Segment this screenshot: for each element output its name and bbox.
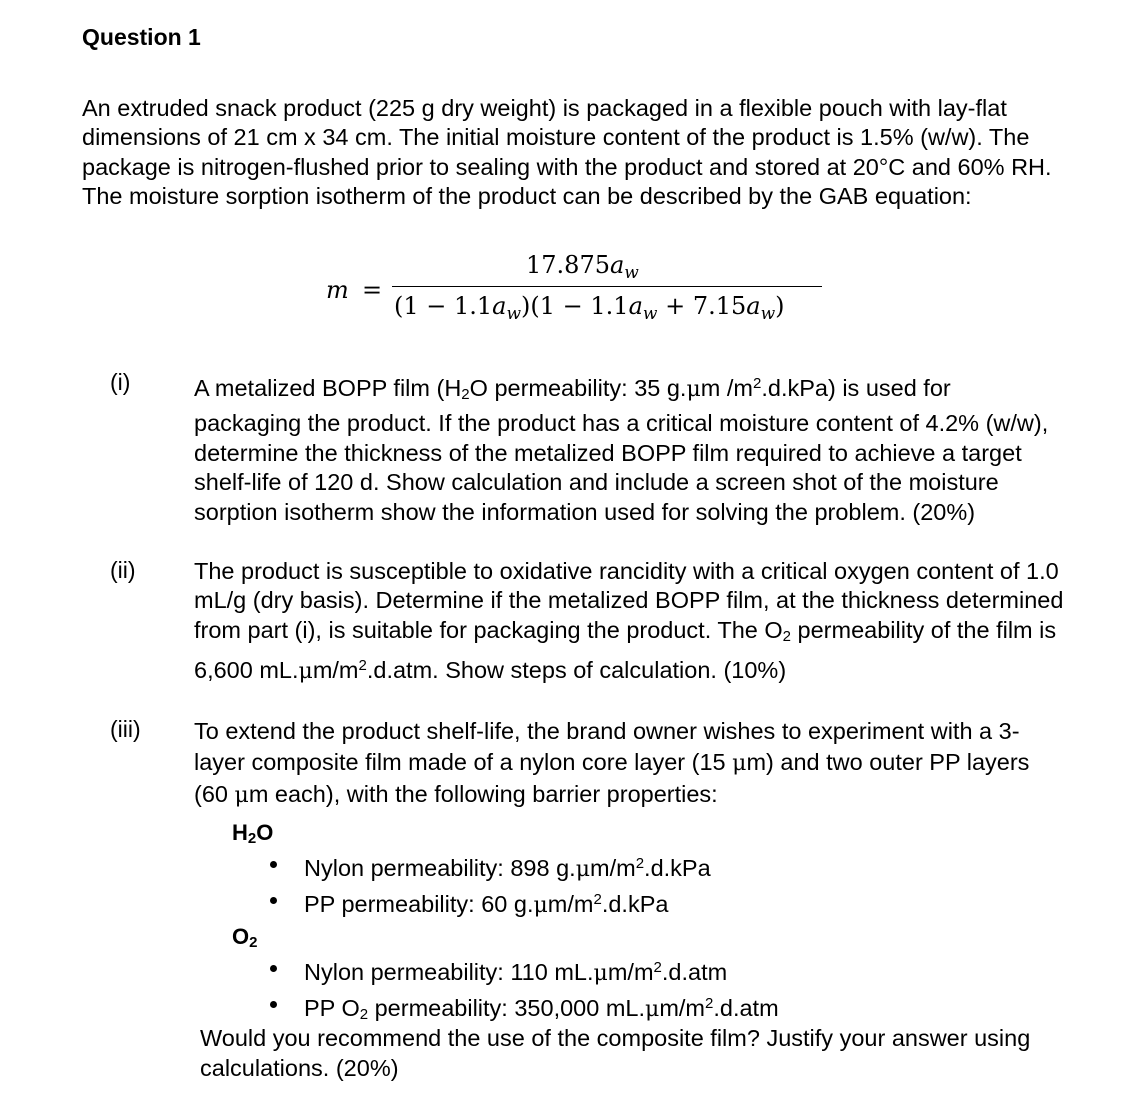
gab-equation — [326, 248, 826, 328]
formula-lhs: m — [326, 276, 349, 304]
o2-list — [270, 953, 779, 1030]
question-title: Question 1 — [82, 24, 201, 50]
part-iii-text: To extend the product shelf-life, the brand owner wishes to experiment with a 3-layer composite film made of a nylon core layer (15 μm) and two outer PP layers (60 μm each), with the following barrier properties: — [194, 718, 1030, 808]
part-i-label: (i) — [110, 369, 131, 395]
fraction-bar — [392, 286, 822, 287]
h2o-list — [270, 849, 711, 921]
part-ii-label: (ii) — [110, 557, 136, 583]
h2o-heading: H2O — [232, 820, 274, 847]
list-item: Nylon permeability: 898 $g.\mu m/m^2.d.kPa$ — [270, 849, 711, 885]
intro-paragraph: An extruded snack product (225 g dry weight) is packaged in a flexible pouch with lay-flat dimensions of 21 cm x 34 cm. The initial moisture content of the product is 1.5% (w/w). The package is nitrogen-flushed prior to sealing with the product and stored at 20°C and 60% RH. The moisture sorption isotherm of the product can be described by the GAB equation: — [82, 95, 1052, 210]
formula-numerator: $17.875a_w$ — [526, 251, 639, 283]
formula-denominator: $(1 - 1.1a_w)(1 - 1.1a_w + 7.15a_w)$ — [394, 292, 785, 324]
part-ii-text: The product is susceptible to oxidative rancidity with a critical oxygen content of 1.0 mL/g (dry basis). Determine if the metalized BOPP film, at the thickness determined from part (i), is suitable for packaging the product. The O2 permeability of the film is 6,600 $mL.\mu m/m^2.d.atm$. Show steps of calculation. (10%) — [194, 558, 1064, 685]
list-item: PP O2 permeability: 350,000 $mL.\mu m/m^2.d.atm$ — [270, 989, 779, 1030]
o2-heading: O2 — [232, 924, 258, 951]
part-iii-label: (iii) — [110, 716, 141, 742]
list-item: PP permeability: 60 $g.\mu m/m^2.d.kPa$ — [270, 885, 711, 921]
formula-equals: = — [362, 276, 383, 304]
closing-question: Would you recommend the use of the composite film? Justify your answer using calculations. (20%) — [200, 1025, 1031, 1081]
part-i-text: A metalized BOPP film (H2O permeability: 35 g.μm $/m^2.d.kPa$) is used for packaging the product. If the product has a critical moisture content of 4.2% (w/w), determine the thickness of the metalized BOPP film required to achieve a target shelf-life of 120 d. Show calculation and include a screen shot of the moisture sorption isotherm show the information used for solving the problem. (20%) — [194, 375, 1049, 525]
list-item: Nylon permeability: 110 $mL.\mu m/m^2.d.atm$ — [270, 953, 779, 989]
